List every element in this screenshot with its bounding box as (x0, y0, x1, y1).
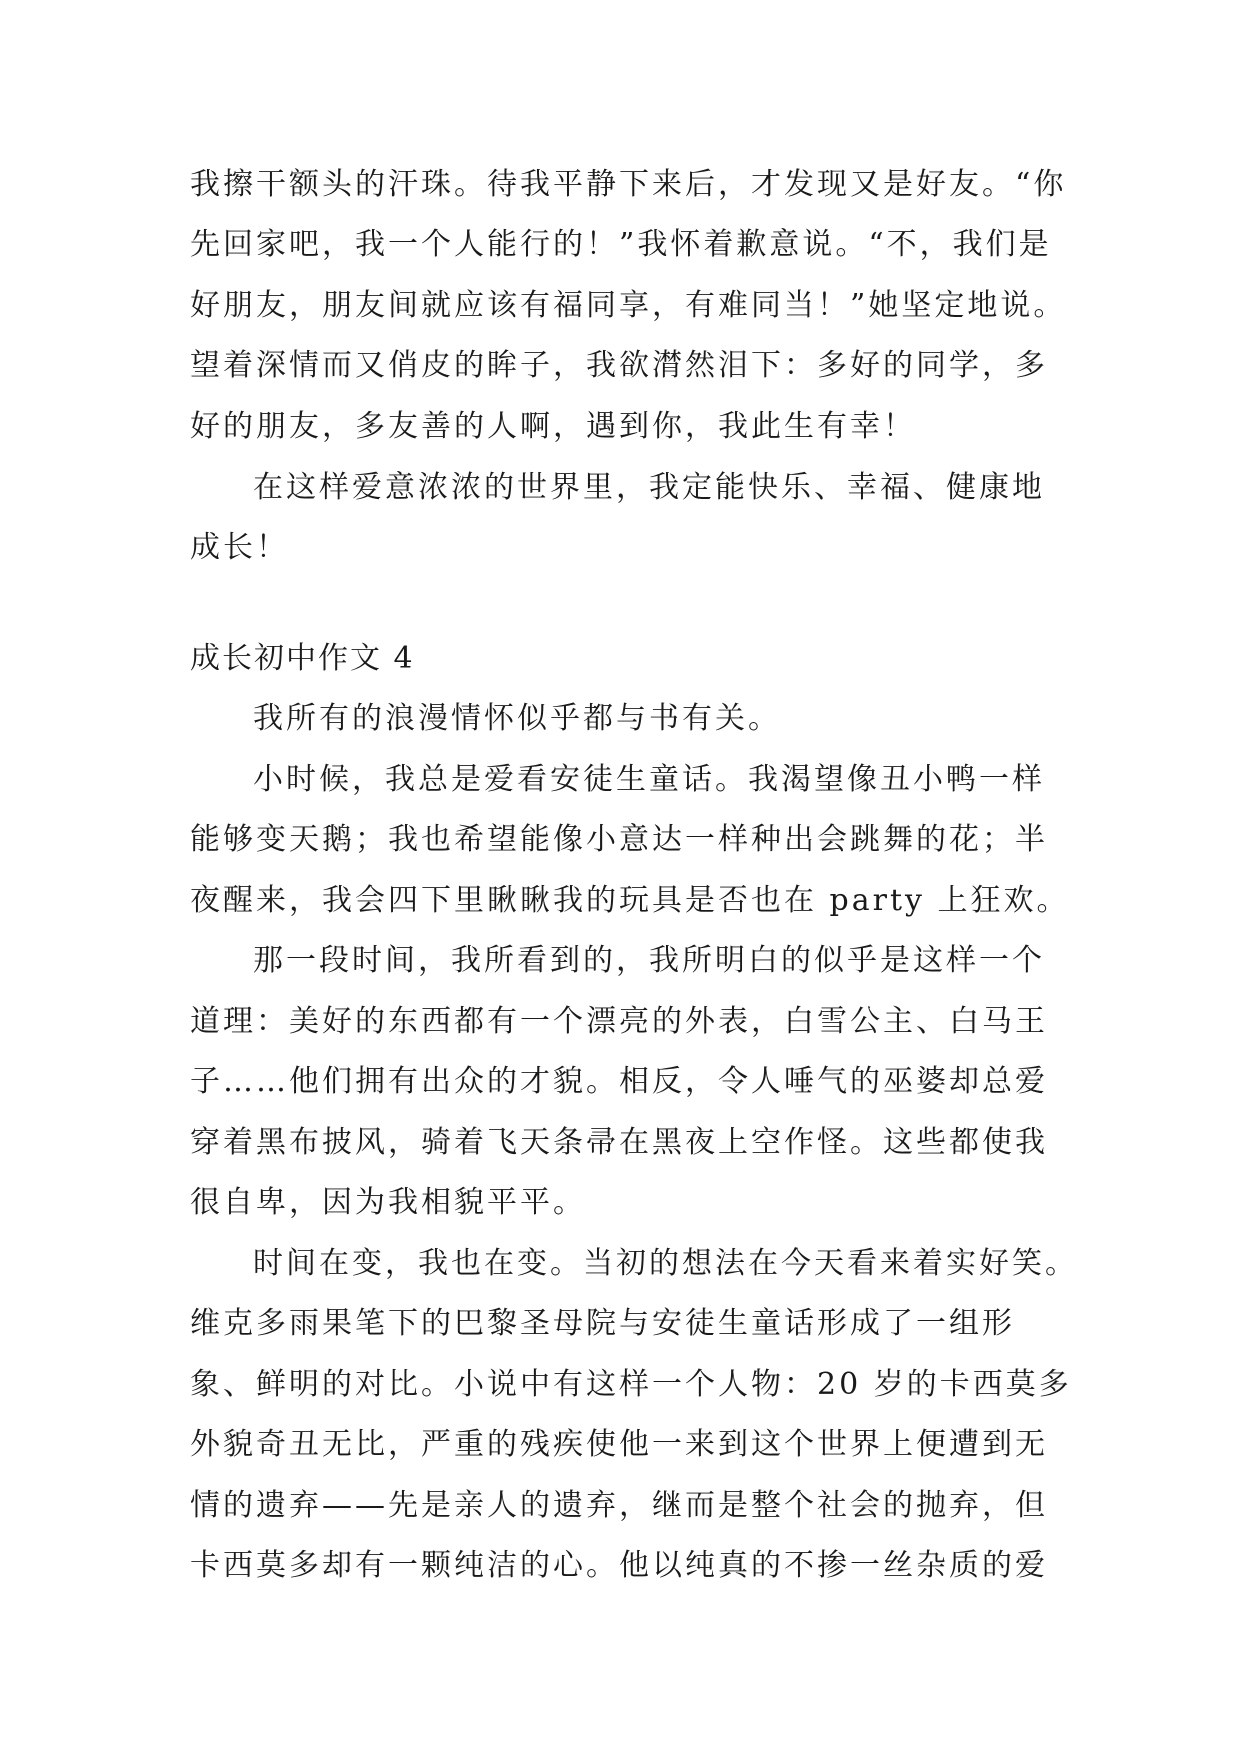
paragraph-start: 我所有的浪漫情怀似乎都与书有关。 (253, 701, 781, 736)
text-line: 我擦干额头的汗珠。待我平静下来后，才发现又是好友。“你 (190, 167, 1067, 202)
text-line: 子……他们拥有出众的才貌。相反，令人唾气的巫婆却总爱 (190, 1064, 1048, 1099)
paragraph-start: 那一段时间，我所看到的，我所明白的似乎是这样一个 (253, 943, 1045, 978)
text-line: 好朋友，朋友间就应该有福同享，有难同当！”她坚定地说。 (190, 288, 1067, 323)
paragraph-start: 小时候，我总是爱看安徒生童话。我渴望像丑小鸭一样 (253, 762, 1045, 797)
text-line: 成长！ (190, 530, 289, 565)
text-line: 维克多雨果笔下的巴黎圣母院与安徒生童话形成了一组形 (190, 1306, 1015, 1341)
text-line: 象、鲜明的对比。小说中有这样一个人物：20 岁的卡西莫多 (190, 1367, 1072, 1402)
text-line: 能够变天鹅；我也希望能像小意达一样种出会跳舞的花；半 (190, 822, 1048, 857)
text-line: 情的遗弃——先是亲人的遗弃，继而是整个社会的抛弃，但 (190, 1488, 1048, 1523)
paragraph-start: 在这样爱意浓浓的世界里，我定能快乐、幸福、健康地 (253, 470, 1045, 505)
text-line: 很自卑，因为我相貌平平。 (190, 1185, 586, 1220)
section-heading: 成长初中作文 4 (190, 641, 415, 676)
text-line: 道理：美好的东西都有一个漂亮的外表，白雪公主、白马王 (190, 1004, 1048, 1039)
text-line: 先回家吧，我一个人能行的！”我怀着歉意说。“不，我们是 (190, 227, 1052, 262)
text-line: 夜醒来，我会四下里瞅瞅我的玩具是否也在 party 上狂欢。 (190, 883, 1070, 918)
text-line: 望着深情而又俏皮的眸子，我欲潸然泪下：多好的同学，多 (190, 348, 1048, 383)
paragraph-start: 时间在变，我也在变。当初的想法在今天看来着实好笑。 (253, 1246, 1078, 1281)
text-line: 卡西莫多却有一颗纯洁的心。他以纯真的不掺一丝杂质的爱 (190, 1548, 1048, 1583)
text-line: 好的朋友，多友善的人啊，遇到你，我此生有幸！ (190, 409, 916, 444)
text-line: 穿着黑布披风，骑着飞天条帚在黑夜上空作怪。这些都使我 (190, 1125, 1048, 1160)
text-line: 外貌奇丑无比，严重的残疾使他一来到这个世界上便遭到无 (190, 1427, 1048, 1462)
